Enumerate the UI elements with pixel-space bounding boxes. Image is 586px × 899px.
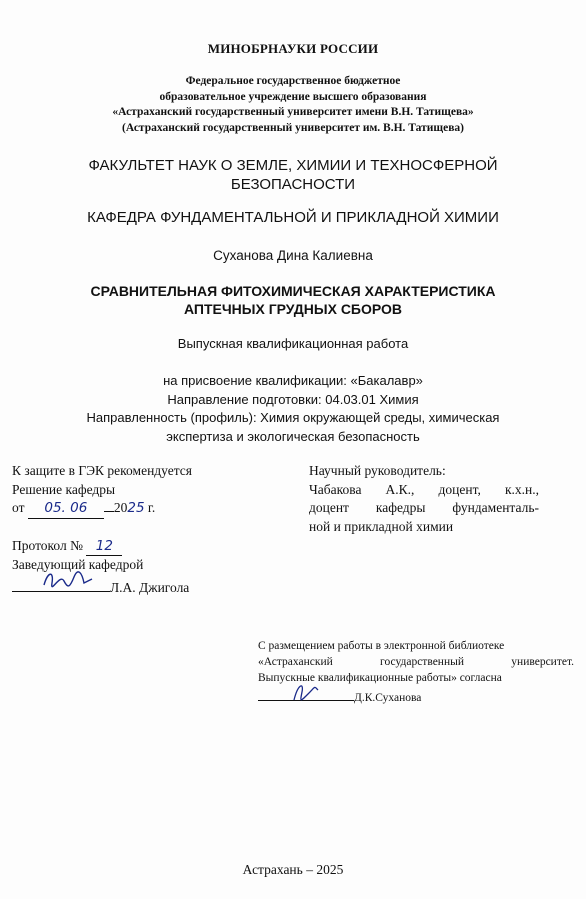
qualification-line: Направление подготовки: 04.03.01 Химия — [167, 391, 419, 407]
thesis-title — [0, 282, 586, 318]
qualification-line: экспертиза и экологическая безопасность — [166, 428, 420, 444]
qualification-line: на присвоение квалификации: «Бакалавр» — [163, 373, 423, 388]
org-line: Федеральное государственное бюджетное — [185, 75, 401, 87]
chair-name: КАФЕДРА ФУНДАМЕНТАЛЬНОЙ И ПРИКЛАДНОЙ ХИМИИ — [87, 209, 499, 226]
org-line: образовательное учреждение высшего образования — [159, 90, 427, 103]
work-type: Выпускная квалификационная работа — [177, 336, 409, 351]
library-signer: Д.К.Суханова — [354, 692, 422, 704]
title-line: АПТЕЧНЫХ ГРУДНЫХ СБОРОВ — [183, 301, 403, 317]
protocol-field — [86, 537, 122, 557]
head-label: Заведующий кафедрой — [12, 557, 144, 572]
year-suffix: г. — [147, 500, 156, 515]
decision-date-line — [12, 499, 282, 519]
supervisor-line: Чабакова А.К., доцент, к.х.н., — [309, 481, 539, 497]
date-gap — [104, 511, 114, 512]
defense-recommended: К защите в ГЭК рекомендуется — [12, 463, 193, 478]
head-name: Л.А. Джигола — [110, 579, 190, 595]
head-signature-line — [12, 575, 282, 598]
supervisor-line: ной и прикладной химии — [309, 518, 454, 534]
signature-icon — [40, 569, 100, 591]
faculty-name: ФАКУЛЬТЕТ НАУК О ЗЕМЛЕ, ХИМИИ И ТЕХНОСФЕРНОЙ БЕЗОПАСНОСТИ — [88, 157, 498, 193]
protocol-label: Протокол № — [12, 537, 83, 553]
date-prefix: от — [12, 500, 25, 515]
supervisor-label: Научный руководитель: — [309, 463, 446, 478]
library-consent-block — [258, 638, 574, 706]
library-line: С размещением работы в электронной библиотеке — [258, 640, 505, 652]
defense-block — [12, 462, 282, 597]
handwritten-year: 25 — [127, 500, 145, 516]
organization-block — [0, 74, 586, 136]
ministry-header: МИНОБРНАУКИ РОССИИ — [207, 41, 379, 56]
signature-icon — [288, 680, 328, 704]
department-decision: Решение кафедры — [12, 481, 116, 497]
org-line: «Астраханский государственный университет имени В.Н. Татищева» — [112, 106, 474, 118]
supervisor-line: доцент кафедры фундаменталь- — [309, 500, 539, 515]
library-signature-field — [258, 686, 354, 701]
library-line: Выпускные квалификационные работы» согласна — [258, 672, 502, 684]
library-line: «Астраханский государственный университет. — [258, 656, 574, 668]
date-field — [28, 499, 104, 519]
qualification-block — [0, 372, 586, 446]
protocol-line — [12, 537, 282, 557]
city-year: Астрахань – 2025 — [242, 862, 344, 877]
org-line: (Астраханский государственный университет им. В.Н. Татищева) — [121, 121, 465, 134]
qualification-line: Направленность (профиль): Химия окружающей среды, химическая — [86, 410, 500, 425]
handwritten-protocol-number: 12 — [95, 537, 113, 554]
author-name: Суханова Дина Калиевна — [213, 248, 373, 263]
year-prefix: 20 — [113, 500, 128, 515]
head-signature-field — [12, 575, 110, 592]
title-line: СРАВНИТЕЛЬНАЯ ФИТОХИМИЧЕСКАЯ ХАРАКТЕРИСТИКА — [90, 283, 496, 299]
supervisor-block — [309, 462, 539, 536]
library-signature-line — [258, 686, 574, 706]
handwritten-date: 05. 06 — [44, 500, 88, 516]
